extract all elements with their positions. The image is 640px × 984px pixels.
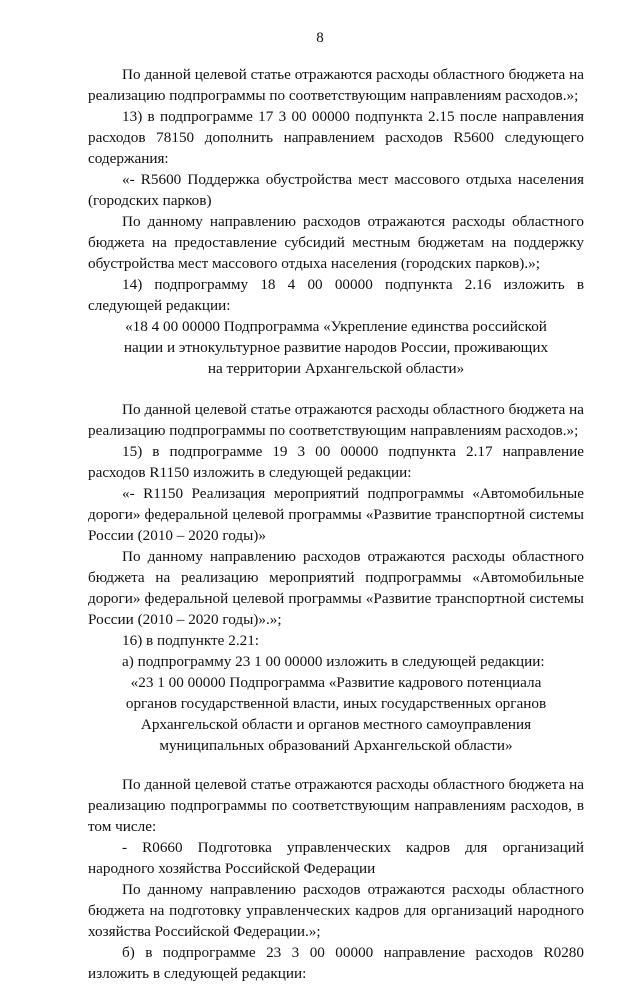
paragraph-r1150-title: «- R1150 Реализация мероприятий подпрограммы «Автомобильные дороги» федеральной целевой программы «Развитие транспортной системы России (2010 – 2020 годы)» [88,485,584,544]
heading-line: Архангельской области и органов местного самоуправления [140,716,532,733]
subprogram-18-heading [88,316,584,379]
paragraph-item-16b: б) в подпрограмме 23 3 00 00000 направление расходов R0280 изложить в следующей редакции: [88,944,584,982]
paragraph-r5600-description: По данному направлению расходов отражаются расходы областного бюджета на предоставление субсидий местным бюджетам на поддержку обустройства мест массового отдыха населения (городских парков).»; [88,213,584,272]
heading-line: «23 1 00 00000 Подпрограмма «Развитие кадрового потенциала [130,674,542,691]
document-body [88,64,584,984]
subprogram-23-heading [88,672,584,756]
heading-line: муниципальных образований Архангельской области» [159,737,513,754]
paragraph-subprogram-18-description: По данной целевой статье отражаются расходы областного бюджета на реализацию подпрограммы по соответствующим направлениям расходов.»; [88,401,584,439]
paragraph-r1150-description: По данному направлению расходов отражаются расходы областного бюджета на реализацию мероприятий подпрограммы «Автомобильные дороги» федеральной целевой программы «Развитие транспортной системы России (2010 – 2020 годы)».»; [88,548,584,628]
page-number: 8 [316,30,324,46]
paragraph-subprogram-23-description: По данной целевой статье отражаются расходы областного бюджета на реализацию подпрограммы по соответствующим направлениям расходов, в том числе: [88,776,584,835]
paragraph-item-16a: а) подпрограмму 23 1 00 00000 изложить в следующей редакции: [122,653,545,670]
heading-line: на территории Архангельской области» [207,360,465,377]
paragraph-item-16: 16) в подпункте 2.21: [122,632,260,649]
heading-line: «18 4 00 00000 Подпрограмма «Укрепление единства российской [125,318,547,335]
paragraph-item-15: 15) в подпрограмме 19 3 00 00000 подпункта 2.17 направление расходов R1150 изложить в следующей редакции: [88,443,584,481]
paragraph-item-14: 14) подпрограмму 18 4 00 00000 подпункта 2.16 изложить в следующей редакции: [88,276,584,314]
heading-line: органов государственной власти, иных государственных органов [125,695,547,712]
paragraph-r0660-title: - R0660 Подготовка управленческих кадров для организаций народного хозяйства Российской Федерации [88,839,584,877]
heading-line: нации и этнокультурное развитие народов России, проживающих [123,339,549,356]
paragraph-item-13: 13) в подпрограмме 17 3 00 00000 подпункта 2.15 после направления расходов 78150 дополнить направлением расходов R5600 следующего содержания: [88,108,584,167]
paragraph-1: По данной целевой статье отражаются расходы областного бюджета на реализацию подпрограммы по соответствующим направлениям расходов.»; [88,66,584,104]
paragraph-r5600-title: «- R5600 Поддержка обустройства мест массового отдыха населения (городских парков) [88,171,584,209]
paragraph-r0660-description: По данному направлению расходов отражаются расходы областного бюджета на подготовку управленческих кадров для организаций народного хозяйства Российской Федерации.»; [88,881,584,940]
